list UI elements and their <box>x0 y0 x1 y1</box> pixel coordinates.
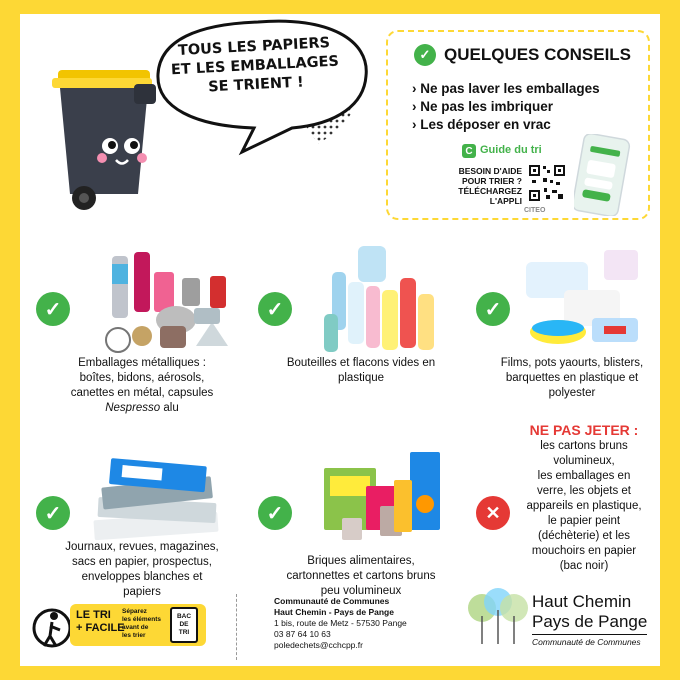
caption-line: Films, pots yaourts, blisters, <box>500 357 644 369</box>
caption-line: barquettes en plastique et <box>505 372 639 384</box>
conseils-title: QUELQUES CONSEILS <box>444 45 632 64</box>
ne-pas-jeter-line: le papier peint <box>547 515 621 527</box>
contact-title: Haut Chemin - Pays de Pange <box>274 607 394 617</box>
ne-pas-jeter-line: les cartons bruns <box>540 440 628 452</box>
item-caption-bottles <box>268 356 454 386</box>
tri-label-line: + FACILE <box>76 622 125 634</box>
caption-line: Briques alimentaires, <box>307 555 415 567</box>
item-caption-films <box>488 356 656 401</box>
logo-line: Pays de Pange <box>532 612 648 631</box>
bac-de-tri-icon <box>170 607 198 643</box>
app-name[interactable]: Guide du tri <box>480 144 542 156</box>
qr-code-icon[interactable] <box>528 164 566 202</box>
caption-suffix: alu <box>160 402 179 414</box>
cross-icon: ✕ <box>476 496 510 530</box>
ne-pas-jeter-line: appareils en plastique, <box>526 500 642 512</box>
ne-pas-jeter-line: verre, les objets et <box>537 485 631 497</box>
caption-line: boîtes, bidons, aérosols, <box>79 372 205 384</box>
app-help-line: BESOIN D'AIDE <box>458 166 522 176</box>
phone-app-icon <box>574 134 638 216</box>
ne-pas-jeter-line: volumineux, <box>553 455 615 467</box>
caption-line: peu volumineux <box>320 585 402 597</box>
item-caption-cartons <box>266 554 456 599</box>
ne-pas-jeter-line: les emballages en <box>537 470 631 482</box>
contact-email[interactable]: poledechets@cchcpp.fr <box>274 640 363 650</box>
plastic-films-image <box>508 240 648 356</box>
newspapers-image <box>82 450 232 546</box>
ne-pas-jeter-line: (bac noir) <box>559 560 609 572</box>
caption-line <box>44 401 240 416</box>
item-caption-papers <box>48 540 236 600</box>
caption-line: cartonnettes et cartons bruns <box>286 570 436 582</box>
logo-subtitle: Communauté de Communes <box>532 634 647 647</box>
caption-line: Emballages métalliques : <box>78 357 206 369</box>
check-icon: ✓ <box>258 292 292 326</box>
contact-title: Communauté de Communes <box>274 596 390 606</box>
conseils-box <box>386 30 650 220</box>
caption-line: papiers <box>123 586 161 598</box>
tip-text: Ne pas les imbriquer <box>420 99 554 114</box>
check-icon: ✓ <box>476 292 510 326</box>
bac-label-line: TRI <box>178 629 190 636</box>
bubble-line-3: SE TRIENT ! <box>207 74 305 96</box>
tri-facile-badge <box>70 604 206 646</box>
tip-item: › Les déposer en vrac <box>412 117 551 132</box>
logo-line: Haut Chemin <box>532 592 632 611</box>
bubble-line-2: ET LES EMBALLAGES <box>170 53 340 79</box>
ne-pas-jeter-block <box>514 422 654 574</box>
bubble-text <box>159 33 352 100</box>
cartons-image <box>310 444 450 546</box>
bac-label-line: DE <box>179 621 189 628</box>
item-caption-metal <box>44 356 240 416</box>
tip-text: Les déposer en vrac <box>420 117 551 132</box>
tri-note-line: avant de <box>122 624 149 631</box>
caption-line: sacs en papier, prospectus, <box>72 556 212 568</box>
metal-packaging-image <box>82 236 232 360</box>
app-help <box>426 166 522 206</box>
logo-text <box>532 592 647 647</box>
check-icon: ✓ <box>36 292 70 326</box>
caption-line: polyester <box>548 387 596 399</box>
ne-pas-jeter-line: (déchèterie) et les <box>537 530 631 542</box>
caption-line: Journaux, revues, magazines, <box>65 541 219 553</box>
app-help-line: TÉLÉCHARGEZ L'APPLI <box>458 186 522 206</box>
bac-label-line: BAC <box>176 613 192 620</box>
conseils-tips <box>412 80 600 134</box>
ne-pas-jeter-line: mouchoirs en papier <box>531 545 637 557</box>
tip-item: › Ne pas les imbriquer <box>412 99 554 114</box>
ne-pas-jeter-title: NE PAS JETER : <box>529 422 639 438</box>
tip-item: › Ne pas laver les emballages <box>412 81 600 96</box>
caption-line: canettes en métal, capsules <box>70 387 214 399</box>
tri-note-line: les éléments <box>122 616 162 623</box>
footer-divider <box>236 594 237 660</box>
app-help-line: POUR TRIER ? <box>462 176 522 186</box>
check-icon: ✓ <box>258 496 292 530</box>
tri-label-line: LE TRI <box>76 609 111 621</box>
caption-italic: Nespresso <box>105 402 161 414</box>
caption-line: enveloppes blanches et <box>81 571 203 583</box>
contact-phone[interactable]: 03 87 64 10 63 <box>274 629 331 639</box>
trees-logo-icon <box>466 586 532 646</box>
app-logo-icon: C <box>462 144 476 158</box>
bubble-line-1: TOUS LES PAPIERS <box>177 35 331 59</box>
caption-line: plastique <box>337 372 385 384</box>
tri-note <box>122 608 161 640</box>
contact-block <box>274 596 407 651</box>
tip-text: Ne pas laver les emballages <box>420 81 600 96</box>
check-icon: ✓ <box>36 496 70 530</box>
poster <box>20 14 660 666</box>
citeo-brand: CITEO <box>524 207 546 214</box>
tri-label <box>76 609 125 635</box>
check-icon: ✓ <box>414 44 436 66</box>
plastic-bottles-image <box>312 236 448 360</box>
contact-address: 1 bis, route de Metz - 57530 Pange <box>274 618 407 628</box>
tri-note-line: Séparez <box>122 608 147 615</box>
caption-line: Bouteilles et flacons vides en <box>286 357 436 369</box>
tri-note-line: les trier <box>122 632 146 639</box>
recycling-person-icon <box>32 602 72 654</box>
